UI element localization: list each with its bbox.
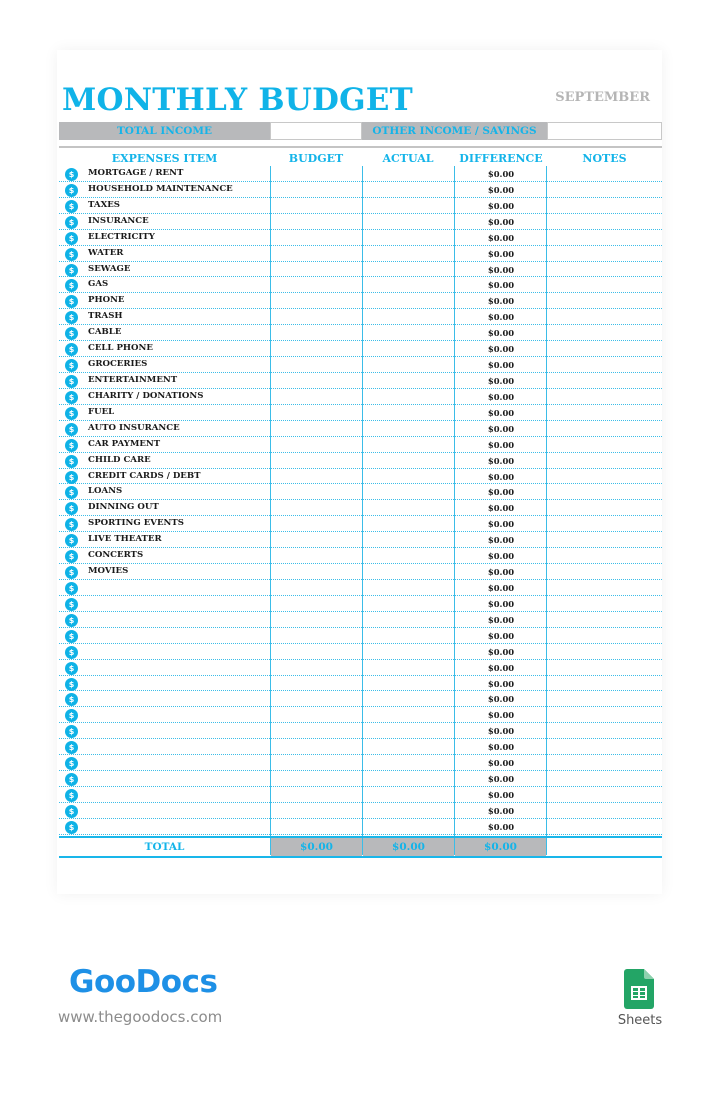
expense-item-name[interactable]: TAXES <box>88 199 121 210</box>
table-row[interactable] <box>59 341 662 357</box>
table-row[interactable] <box>59 676 662 692</box>
expense-difference: $0.00 <box>487 535 515 546</box>
expense-item-name[interactable]: ENTERTAINMENT <box>88 374 178 385</box>
dollar-coin-icon: $ <box>65 264 78 277</box>
expense-difference: $0.00 <box>487 598 515 609</box>
expense-difference: $0.00 <box>487 248 515 259</box>
col-header-difference: DIFFERENCE <box>459 152 543 165</box>
sheets-label: Sheets <box>617 1013 663 1028</box>
expense-difference: $0.00 <box>487 678 515 689</box>
expense-difference: $0.00 <box>487 567 515 578</box>
dollar-coin-icon: $ <box>65 216 78 229</box>
expense-difference: $0.00 <box>487 551 515 562</box>
expense-difference: $0.00 <box>487 503 515 514</box>
expense-item-name[interactable]: SEWAGE <box>88 263 131 274</box>
expense-difference: $0.00 <box>487 455 515 466</box>
total-income-field[interactable] <box>270 122 362 140</box>
table-row[interactable] <box>59 548 662 564</box>
expense-item-name[interactable]: LOANS <box>88 486 123 497</box>
expense-item-name[interactable]: INSURANCE <box>88 215 149 226</box>
expense-item-name[interactable]: AUTO INSURANCE <box>88 422 180 433</box>
table-row[interactable] <box>59 564 662 580</box>
dollar-coin-icon: $ <box>65 646 78 659</box>
table-row[interactable] <box>59 691 662 707</box>
table-row[interactable] <box>59 771 662 787</box>
expense-difference: $0.00 <box>487 646 515 657</box>
dollar-coin-icon: $ <box>65 471 78 484</box>
expense-difference: $0.00 <box>487 774 515 785</box>
table-row[interactable] <box>59 723 662 739</box>
google-sheets-icon[interactable] <box>624 969 654 1009</box>
expense-difference: $0.00 <box>487 184 515 195</box>
dollar-coin-icon: $ <box>65 455 78 468</box>
expense-item-name[interactable]: LIVE THEATER <box>88 534 162 545</box>
expense-item-name[interactable]: SPORTING EVENTS <box>88 518 184 529</box>
expense-difference: $0.00 <box>487 662 515 673</box>
income-row <box>59 122 662 140</box>
table-row[interactable] <box>59 707 662 723</box>
expense-difference: $0.00 <box>487 742 515 753</box>
page-title: MONTHLY BUDGET <box>62 82 413 118</box>
dollar-coin-icon: $ <box>65 693 78 706</box>
table-row[interactable] <box>59 262 662 278</box>
table-row[interactable] <box>59 373 662 389</box>
expense-item-name[interactable]: CREDIT CARDS / DEBT <box>88 470 201 481</box>
expense-item-name[interactable]: CAR PAYMENT <box>88 438 161 449</box>
col-header-notes: NOTES <box>582 152 627 165</box>
table-top-rule <box>59 146 662 148</box>
expense-difference: $0.00 <box>487 487 515 498</box>
expense-difference: $0.00 <box>487 423 515 434</box>
table-row[interactable] <box>59 166 662 182</box>
expense-difference: $0.00 <box>487 614 515 625</box>
other-income-field[interactable] <box>547 122 662 140</box>
dollar-coin-icon: $ <box>65 327 78 340</box>
expense-difference: $0.00 <box>487 758 515 769</box>
table-row[interactable] <box>59 325 662 341</box>
dollar-coin-icon: $ <box>65 805 78 818</box>
table-row[interactable] <box>59 437 662 453</box>
dollar-coin-icon: $ <box>65 375 78 388</box>
table-row[interactable] <box>59 277 662 293</box>
expense-difference: $0.00 <box>487 232 515 243</box>
expense-difference: $0.00 <box>487 375 515 386</box>
table-row[interactable] <box>59 628 662 644</box>
expense-difference: $0.00 <box>487 439 515 450</box>
expense-item-name[interactable]: GAS <box>88 279 109 290</box>
total-label: TOTAL <box>144 841 185 854</box>
col-header-budget: BUDGET <box>288 152 344 165</box>
dollar-coin-icon: $ <box>65 359 78 372</box>
dollar-coin-icon: $ <box>65 518 78 531</box>
dollar-coin-icon: $ <box>65 741 78 754</box>
expense-item-name[interactable]: PHONE <box>88 295 125 306</box>
table-row[interactable] <box>59 612 662 628</box>
expense-item-name[interactable]: CELL PHONE <box>88 343 153 354</box>
table-row[interactable] <box>59 755 662 771</box>
dollar-coin-icon: $ <box>65 678 78 691</box>
table-row[interactable] <box>59 453 662 469</box>
other-income-label: OTHER INCOME / SAVINGS <box>362 122 547 140</box>
expense-difference: $0.00 <box>487 582 515 593</box>
expense-item-name[interactable]: MOVIES <box>88 566 129 577</box>
dollar-coin-icon: $ <box>65 295 78 308</box>
table-row[interactable] <box>59 787 662 803</box>
dollar-coin-icon: $ <box>65 725 78 738</box>
dollar-coin-icon: $ <box>65 566 78 579</box>
expense-difference: $0.00 <box>487 821 515 832</box>
expense-difference: $0.00 <box>487 519 515 530</box>
expense-difference: $0.00 <box>487 169 515 179</box>
expense-item-name[interactable]: DINNING OUT <box>88 502 159 513</box>
dollar-coin-icon: $ <box>65 232 78 245</box>
expense-item-name[interactable]: CABLE <box>88 327 122 338</box>
expense-item-name[interactable]: HOUSEHOLD MAINTENANCE <box>88 183 233 194</box>
expense-item-name[interactable]: TRASH <box>88 311 123 322</box>
table-row[interactable] <box>59 739 662 755</box>
expense-difference: $0.00 <box>487 630 515 641</box>
table-row[interactable] <box>59 596 662 612</box>
expense-item-name[interactable]: MORTGAGE / RENT <box>88 168 184 178</box>
dollar-coin-icon: $ <box>65 200 78 213</box>
total-difference: $0.00 <box>455 838 546 856</box>
site-url[interactable]: www.thegoodocs.com <box>58 1008 223 1026</box>
dollar-coin-icon: $ <box>65 343 78 356</box>
table-row[interactable] <box>59 230 662 246</box>
expense-difference: $0.00 <box>487 216 515 227</box>
dollar-coin-icon: $ <box>65 550 78 563</box>
dollar-coin-icon: $ <box>65 821 78 834</box>
dollar-coin-icon: $ <box>65 789 78 802</box>
expense-difference: $0.00 <box>487 471 515 482</box>
month-label: SEPTEMBER <box>555 90 650 105</box>
dollar-coin-icon: $ <box>65 168 78 181</box>
dollar-coin-icon: $ <box>65 486 78 499</box>
expense-item-name[interactable]: WATER <box>88 247 124 258</box>
dollar-coin-icon: $ <box>65 757 78 770</box>
expense-difference: $0.00 <box>487 312 515 323</box>
dollar-coin-icon: $ <box>65 279 78 292</box>
dollar-coin-icon: $ <box>65 248 78 261</box>
expense-difference: $0.00 <box>487 694 515 705</box>
expense-difference: $0.00 <box>487 264 515 275</box>
table-row[interactable] <box>59 484 662 500</box>
table-row[interactable] <box>59 803 662 819</box>
expense-item-name[interactable]: CHILD CARE <box>88 454 151 465</box>
expense-rows <box>59 166 662 835</box>
dollar-coin-icon: $ <box>65 391 78 404</box>
table-row[interactable] <box>59 660 662 676</box>
table-row[interactable] <box>59 389 662 405</box>
table-row[interactable] <box>59 644 662 660</box>
table-row[interactable] <box>59 516 662 532</box>
expense-item-name[interactable]: ELECTRICITY <box>88 231 155 242</box>
table-row[interactable] <box>59 293 662 309</box>
table-row[interactable] <box>59 198 662 214</box>
dollar-coin-icon: $ <box>65 423 78 436</box>
expense-item-name[interactable]: CHARITY / DONATIONS <box>88 390 204 401</box>
dollar-coin-icon: $ <box>65 502 78 515</box>
expense-difference: $0.00 <box>487 407 515 418</box>
expense-item-name[interactable]: GROCERIES <box>88 359 148 370</box>
table-row[interactable] <box>59 182 662 198</box>
table-row[interactable] <box>59 405 662 421</box>
total-income-label: TOTAL INCOME <box>59 122 270 140</box>
table-row[interactable] <box>59 469 662 485</box>
goodocs-logo[interactable]: GooDocs <box>69 964 218 1000</box>
col-header-actual: ACTUAL <box>382 152 434 165</box>
total-row <box>59 838 662 856</box>
dollar-coin-icon: $ <box>65 534 78 547</box>
expense-difference: $0.00 <box>487 391 515 402</box>
table-row[interactable] <box>59 214 662 230</box>
table-row[interactable] <box>59 421 662 437</box>
expense-difference: $0.00 <box>487 360 515 371</box>
dollar-coin-icon: $ <box>65 662 78 675</box>
total-bottom-rule <box>59 856 662 858</box>
table-row[interactable] <box>59 246 662 262</box>
table-row[interactable] <box>59 309 662 325</box>
dollar-coin-icon: $ <box>65 773 78 786</box>
expense-difference: $0.00 <box>487 328 515 339</box>
expense-difference: $0.00 <box>487 344 515 355</box>
expense-difference: $0.00 <box>487 200 515 211</box>
dollar-coin-icon: $ <box>65 709 78 722</box>
expense-difference: $0.00 <box>487 789 515 800</box>
expense-difference: $0.00 <box>487 726 515 737</box>
expense-difference: $0.00 <box>487 805 515 816</box>
dollar-coin-icon: $ <box>65 630 78 643</box>
dollar-coin-icon: $ <box>65 582 78 595</box>
expense-item-name[interactable]: FUEL <box>88 406 115 417</box>
expense-difference: $0.00 <box>487 280 515 291</box>
dollar-coin-icon: $ <box>65 184 78 197</box>
expense-difference: $0.00 <box>487 296 515 307</box>
total-budget: $0.00 <box>271 838 362 856</box>
table-row[interactable] <box>59 500 662 516</box>
table-row[interactable] <box>59 819 662 835</box>
dollar-coin-icon: $ <box>65 614 78 627</box>
table-row[interactable] <box>59 580 662 596</box>
expense-item-name[interactable]: CONCERTS <box>88 550 144 561</box>
dollar-coin-icon: $ <box>65 311 78 324</box>
expense-difference: $0.00 <box>487 710 515 721</box>
dollar-coin-icon: $ <box>65 407 78 420</box>
table-row[interactable] <box>59 532 662 548</box>
col-header-item: EXPENSES ITEM <box>111 152 218 165</box>
dollar-coin-icon: $ <box>65 439 78 452</box>
dollar-coin-icon: $ <box>65 598 78 611</box>
table-row[interactable] <box>59 357 662 373</box>
total-actual: $0.00 <box>363 838 454 856</box>
